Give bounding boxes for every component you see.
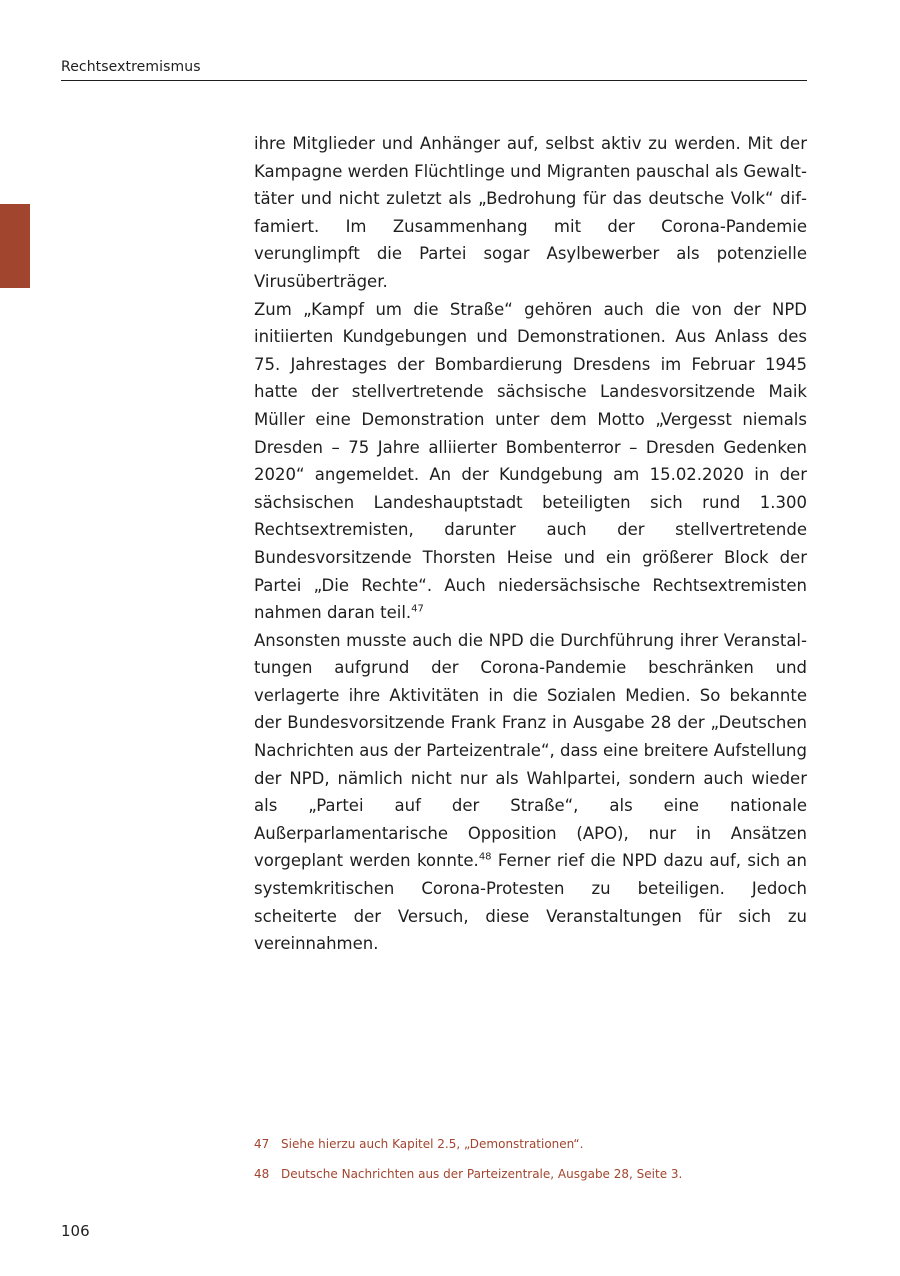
footnote-48 [254, 1166, 807, 1183]
footnote-47 [254, 1136, 807, 1153]
footnote-text: Deutsche Nachrichten aus der Parteizentrale, Ausgabe 28, Seite 3. [281, 1167, 683, 1181]
running-header: Rechtsextremismus [61, 59, 201, 75]
footnotes [254, 1136, 807, 1196]
paragraph-1 [254, 130, 807, 296]
footnote-text: Siehe hierzu auch Kapitel 2.5, „Demonstrationen“. [281, 1137, 584, 1151]
body-text [254, 130, 807, 958]
footnote-ref-47[interactable]: 47 [411, 603, 424, 615]
footnote-ref-48[interactable]: 48 [478, 851, 492, 863]
paragraph-3-text-part2: Ferner rief die NPD dazu auf, sich an systemkritischen Corona-Protesten zu beteiligen. Jedoch scheiterte der Versuch, diese Veranstaltungen für sich zu vereinnahmen. [254, 851, 807, 954]
page-number: 106 [61, 1222, 90, 1240]
paragraph-2-text: Zum „Kampf um die Straße“ gehören auch die von der NPD initiierten Kundgebungen und Demonstrationen. Aus Anlass des 75. Jahrestages der Bombardierung Dresdens im Februar 1945 hatte der stellvertretende sächsische Landesvorsitzende Maik Müller eine Demonstration unter dem Motto „Vergesst niemals Dresden – 75 Jahre alliierter Bombenterror – Dresden Gedenken 2020“ angemeldet. An der Kundgebung am 15.02.2020 in der sächsischen Landeshauptstadt beteiligten sich rund 1.300 Rechtsextremisten, darunter auch der stellvertretende Bundesvorsitzende Thorsten Heise und ein größerer Block der Partei „Die Rechte“. Auch niedersächsische Rechtsextremisten nahmen daran teil. [254, 299, 807, 623]
footnote-number: 47 [254, 1137, 270, 1151]
chapter-side-tab [0, 204, 30, 288]
paragraph-2 [254, 296, 807, 627]
paragraph-3-text-part1: Ansonsten musste auch die NPD die Durchführung ihrer Veranstaltungen aufgrund der Corona-Pandemie beschränken und verlagerte ihre Aktivitäten in die Sozialen Medien. So bekannte der Bundesvorsitzende Frank Franz in Ausgabe 28 der „Deutschen Nachrichten aus der Parteizentrale“, dass eine breitere Aufstellung der NPD, nämlich nicht nur als Wahlpartei, sondern auch wieder als „Partei auf der Straße“, als eine nationale Außerparlamentarische Opposition (APO), nur in Ansätzen vorgeplant werden konnte. [254, 630, 807, 871]
header-rule [61, 80, 807, 81]
paragraph-3 [254, 627, 807, 958]
footnote-number: 48 [254, 1167, 270, 1181]
paragraph-1-text: ihre Mitglieder und Anhänger auf, selbst aktiv zu werden. Mit der Kampagne werden Flüchtlinge und Migranten pauschal als Gewalttäter und nicht zuletzt als „Bedrohung für das deutsche Volk“ diffamiert. Im Zusammenhang mit der Corona-Pandemie verunglimpft die Partei sogar Asylbewerber als potenzielle Virusüberträger. [254, 134, 807, 291]
